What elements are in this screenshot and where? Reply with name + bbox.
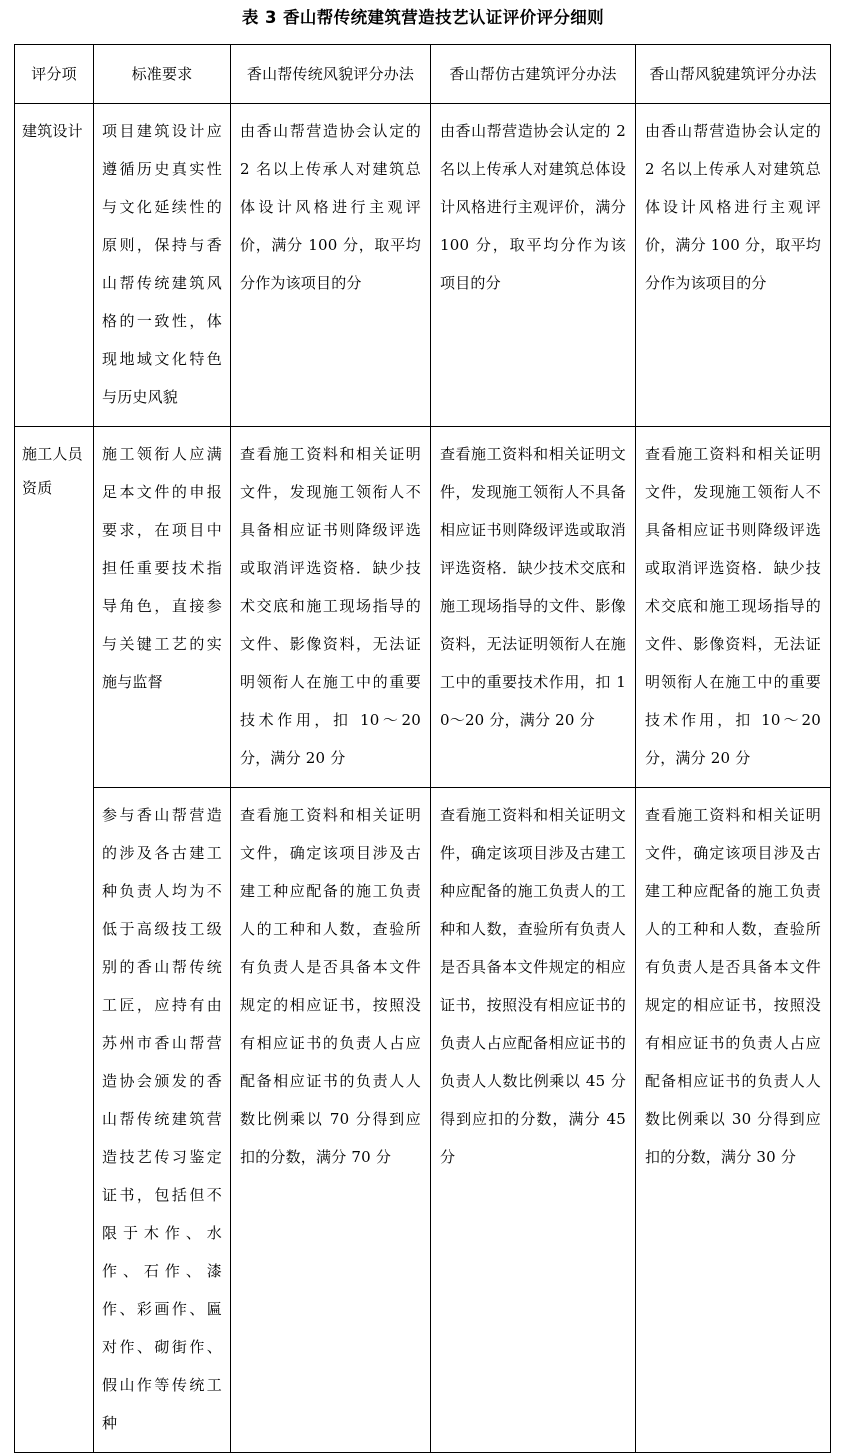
row-method-antique-text: 查看施工资料和相关证明文件，发现施工领衔人不具备相应证书则降级评选或取消评选资格．缺少技术交底和施工现场指导的文件、影像资料，无法证明领衔人在施工中的重要技术作用，扣 10～20 分，满分 20 分 (440, 445, 626, 729)
cell-requirement (94, 788, 231, 1453)
header-cell-style (636, 45, 831, 104)
cell-item (15, 104, 94, 427)
cell-method-style (636, 788, 831, 1453)
cell-requirement (94, 104, 231, 427)
header-label-antique: 香山帮仿古建筑评分办法 (449, 65, 617, 83)
page-title: 表 3 香山帮传统建筑营造技艺认证评价评分细则 (241, 8, 605, 27)
cell-method-antique (431, 427, 636, 788)
row-item-label: 施工人员资质 (22, 445, 83, 497)
table-row (15, 104, 831, 427)
row-method-traditional-text: 由香山帮营造协会认定的 2 名以上传承人对建筑总体设计风格进行主观评价，满分 100 分，取平均分作为该项目的分 (240, 122, 421, 292)
row-requirement-text: 参与香山帮营造的涉及各古建工种负责人均为不低于高级技工级别的香山帮传统工匠，应持有由苏州市香山帮营造协会颁发的香山帮传统建筑营造技艺传习鉴定证书，包括但不限于木作、水作、石作、漆作、彩画作、匾对作、砌街作、假山作等传统工种 (102, 806, 222, 1432)
cell-method-traditional (231, 104, 431, 427)
table-row (15, 427, 831, 788)
row-method-traditional-text: 查看施工资料和相关证明文件，发现施工领衔人不具备相应证书则降级评选或取消评选资格．缺少技术交底和施工现场指导的文件、影像资料，无法证明领衔人在施工中的重要技术作用，扣 10～20 分，满分 20 分 (240, 445, 421, 767)
header-label-item: 评分项 (31, 65, 77, 83)
header-cell-item (15, 45, 94, 104)
row-method-style-text: 由香山帮营造协会认定的 2 名以上传承人对建筑总体设计风格进行主观评价，满分 100 分，取平均分作为该项目的分 (645, 122, 821, 292)
row-method-antique-text: 由香山帮营造协会认定的 2 名以上传承人对建筑总体设计风格进行主观评价，满分 100 分，取平均分作为该项目的分 (440, 122, 626, 292)
row-method-style-text: 查看施工资料和相关证明文件，发现施工领衔人不具备相应证书则降级评选或取消评选资格．缺少技术交底和施工现场指导的文件、影像资料，无法证明领衔人在施工中的重要技术作用，扣 10～20 分，满分 20 分 (645, 445, 821, 767)
score-table (14, 44, 831, 1453)
cell-method-antique (431, 788, 636, 1453)
row-requirement-text: 施工领衔人应满足本文件的申报要求，在项目中担任重要技术指导角色，直接参与关键工艺的实施与监督 (102, 445, 222, 691)
header-label-traditional: 香山帮传统风貌评分办法 (246, 65, 415, 83)
cell-method-style (636, 104, 831, 427)
header-cell-antique (431, 45, 636, 104)
header-cell-traditional (231, 45, 431, 104)
cell-method-traditional (231, 427, 431, 788)
cell-requirement (94, 427, 231, 788)
table-header-row (15, 45, 831, 104)
cell-method-antique (431, 104, 636, 427)
header-label-requirement: 标准要求 (131, 65, 193, 83)
row-method-style-text: 查看施工资料和相关证明文件，确定该项目涉及古建工种应配备的施工负责人的工种和人数，查验所有负责人是否具备本文件规定的相应证书，按照没有相应证书的负责人占应配备相应证书的负责人人数比例乘以 30 分得到应扣的分数，满分 30 分 (645, 806, 821, 1166)
cell-method-style (636, 427, 831, 788)
header-cell-requirement (94, 45, 231, 104)
header-label-style: 香山帮风貌建筑评分办法 (649, 65, 817, 83)
row-item-label: 建筑设计 (22, 122, 83, 140)
cell-item (15, 427, 94, 1453)
cell-method-traditional (231, 788, 431, 1453)
row-method-traditional-text: 查看施工资料和相关证明文件，确定该项目涉及古建工种应配备的施工负责人的工种和人数，查验所有负责人是否具备本文件规定的相应证书，按照没有相应证书的负责人占应配备相应证书的负责人人数比例乘以 70 分得到应扣的分数，满分 70 分 (240, 806, 421, 1166)
row-method-antique-text: 查看施工资料和相关证明文件，确定该项目涉及古建工种应配备的施工负责人的工种和人数，查验所有负责人是否具备本文件规定的相应证书，按照没有相应证书的负责人占应配备相应证书的负责人人数比例乘以 45 分得到应扣的分数，满分 45 分 (440, 806, 626, 1166)
score-table-container (14, 44, 830, 1453)
table-row (15, 788, 831, 1453)
row-requirement-text: 项目建筑设计应遵循历史真实性与文化延续性的原则，保持与香山帮传统建筑风格的一致性，体现地域文化特色与历史风貌 (102, 122, 222, 406)
